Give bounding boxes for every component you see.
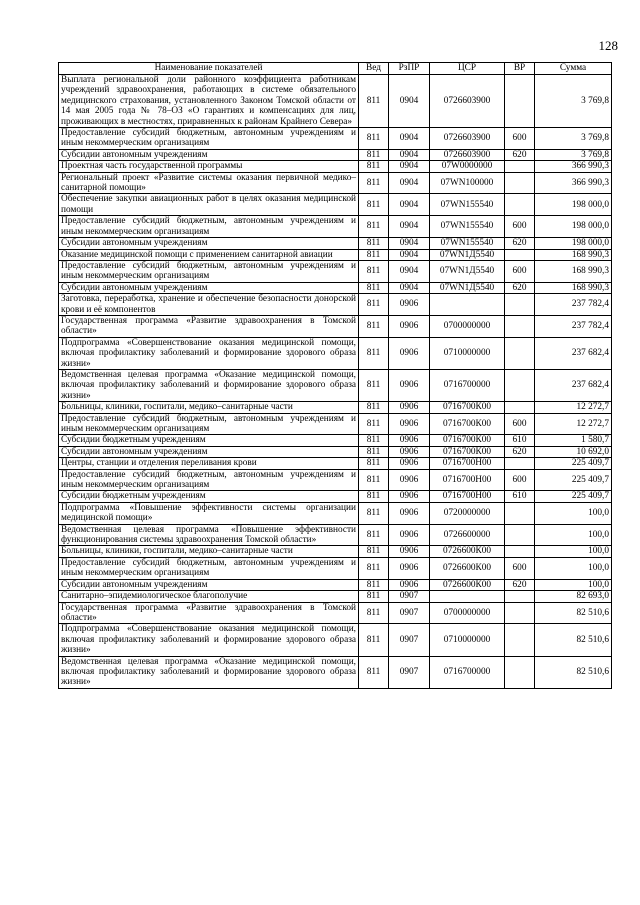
table-row	[59, 238, 612, 249]
cell-csr: 0700000000	[430, 602, 505, 624]
cell-vr: 600	[505, 260, 535, 282]
cell-sum: 237 682,4	[535, 369, 612, 401]
cell-sum: 82 693,0	[535, 591, 612, 602]
cell-rzpr: 0904	[389, 75, 430, 128]
cell-rzpr: 0906	[389, 579, 430, 590]
cell-sum: 82 510,6	[535, 602, 612, 624]
header-csr: ЦСР	[430, 63, 505, 75]
cell-csr: 0716700Н00	[430, 458, 505, 469]
table-row	[59, 337, 612, 369]
table-row	[59, 469, 612, 491]
cell-sum: 237 682,4	[535, 337, 612, 369]
cell-vr	[505, 337, 535, 369]
cell-ved: 811	[359, 524, 389, 546]
cell-rzpr: 0907	[389, 591, 430, 602]
cell-vr	[505, 602, 535, 624]
cell-vr: 620	[505, 446, 535, 457]
cell-csr: 0726600К00	[430, 546, 505, 557]
cell-name: Региональный проект «Развитие системы оказания первичной медико–санитарной помощи»	[59, 172, 359, 194]
cell-sum: 237 782,4	[535, 294, 612, 316]
cell-name: Оказание медицинской помощи с применением санитарной авиации	[59, 249, 359, 260]
cell-name: Ведомственная целевая программа «Оказание медицинской помощи, включая профилактику заболеваний и формирование здорового образа жизни»	[59, 656, 359, 688]
table-row	[59, 502, 612, 524]
cell-rzpr: 0906	[389, 469, 430, 491]
table-row	[59, 75, 612, 128]
cell-csr: 07WN155540	[430, 194, 505, 216]
cell-rzpr: 0906	[389, 315, 430, 337]
cell-name: Субсидии автономным учреждениям	[59, 149, 359, 160]
cell-sum: 225 409,7	[535, 458, 612, 469]
cell-csr: 07WN1Д5540	[430, 260, 505, 282]
cell-vr: 600	[505, 557, 535, 579]
cell-csr: 0726600К00	[430, 579, 505, 590]
cell-rzpr: 0906	[389, 546, 430, 557]
cell-vr	[505, 591, 535, 602]
page-number: 128	[598, 38, 618, 53]
cell-csr: 0700000000	[430, 315, 505, 337]
cell-name: Субсидии автономным учреждениям	[59, 238, 359, 249]
cell-ved: 811	[359, 149, 389, 160]
cell-rzpr: 0906	[389, 491, 430, 502]
cell-csr: 0716700К00	[430, 446, 505, 457]
cell-rzpr: 0906	[389, 402, 430, 413]
cell-sum: 3 769,8	[535, 128, 612, 150]
cell-rzpr: 0904	[389, 282, 430, 293]
cell-ved: 811	[359, 216, 389, 238]
cell-csr: 0716700000	[430, 369, 505, 401]
cell-csr: 0716700Н00	[430, 491, 505, 502]
cell-name: Ведомственная целевая программа «Оказание медицинской помощи, включая профилактику заболеваний и формирование здорового образа жизни»	[59, 369, 359, 401]
table-row	[59, 524, 612, 546]
cell-name: Заготовка, переработка, хранение и обеспечение безопасности донорской крови и её компонентов	[59, 294, 359, 316]
cell-csr: 07WN155540	[430, 216, 505, 238]
cell-rzpr: 0906	[389, 446, 430, 457]
cell-rzpr: 0904	[389, 194, 430, 216]
table-body	[59, 75, 612, 689]
cell-name: Подпрограмма «Повышение эффективности системы организации медицинской помощи»	[59, 502, 359, 524]
cell-name: Государственная программа «Развитие здравоохранения в Томской области»	[59, 602, 359, 624]
cell-ved: 811	[359, 469, 389, 491]
cell-rzpr: 0906	[389, 369, 430, 401]
cell-csr	[430, 591, 505, 602]
cell-vr	[505, 369, 535, 401]
cell-rzpr: 0904	[389, 161, 430, 172]
cell-ved: 811	[359, 238, 389, 249]
cell-name: Подпрограмма «Совершенствование оказания медицинской помощи, включая профилактику заболеваний и формирование здорового образа жизни»	[59, 624, 359, 656]
cell-ved: 811	[359, 413, 389, 435]
cell-name: Субсидии автономным учреждениям	[59, 579, 359, 590]
table-row	[59, 413, 612, 435]
table-row	[59, 602, 612, 624]
cell-sum: 168 990,3	[535, 260, 612, 282]
cell-sum: 10 692,0	[535, 446, 612, 457]
header-ved: Вед	[359, 63, 389, 75]
cell-ved: 811	[359, 402, 389, 413]
table-row	[59, 249, 612, 260]
table-row	[59, 161, 612, 172]
cell-ved: 811	[359, 249, 389, 260]
table-row	[59, 149, 612, 160]
cell-sum: 198 000,0	[535, 216, 612, 238]
cell-sum: 100,0	[535, 546, 612, 557]
cell-ved: 811	[359, 294, 389, 316]
cell-ved: 811	[359, 369, 389, 401]
table-row	[59, 557, 612, 579]
cell-sum: 1 580,7	[535, 435, 612, 446]
cell-csr: 0726603900	[430, 128, 505, 150]
cell-sum: 82 510,6	[535, 656, 612, 688]
cell-sum: 100,0	[535, 524, 612, 546]
cell-csr: 0720000000	[430, 502, 505, 524]
cell-csr: 0726600000	[430, 524, 505, 546]
cell-rzpr: 0904	[389, 238, 430, 249]
cell-rzpr: 0906	[389, 502, 430, 524]
cell-vr: 620	[505, 149, 535, 160]
cell-vr: 600	[505, 469, 535, 491]
cell-ved: 811	[359, 435, 389, 446]
cell-csr: 0716700000	[430, 656, 505, 688]
table-row	[59, 435, 612, 446]
cell-rzpr: 0906	[389, 524, 430, 546]
table-row	[59, 446, 612, 457]
table-row	[59, 260, 612, 282]
cell-sum: 12 272,7	[535, 413, 612, 435]
cell-ved: 811	[359, 591, 389, 602]
cell-name: Подпрограмма «Совершенствование оказания медицинской помощи, включая профилактику заболеваний и формирование здорового образа жизни»	[59, 337, 359, 369]
cell-vr: 610	[505, 435, 535, 446]
cell-sum: 237 782,4	[535, 315, 612, 337]
cell-csr: 0716700Н00	[430, 469, 505, 491]
cell-ved: 811	[359, 546, 389, 557]
cell-sum: 225 409,7	[535, 491, 612, 502]
cell-name: Больницы, клиники, госпитали, медико–санитарные части	[59, 402, 359, 413]
cell-name: Предоставление субсидий бюджетным, автономным учреждениям и иным некоммерческим организациям	[59, 260, 359, 282]
table-row	[59, 172, 612, 194]
cell-csr: 07W0000000	[430, 161, 505, 172]
cell-vr	[505, 194, 535, 216]
cell-name: Субсидии автономным учреждениям	[59, 446, 359, 457]
cell-name: Ведомственная целевая программа «Повышение эффективности функционирования системы здравоохранения Томской области»	[59, 524, 359, 546]
cell-sum: 100,0	[535, 557, 612, 579]
cell-vr: 600	[505, 216, 535, 238]
cell-ved: 811	[359, 194, 389, 216]
table-row	[59, 315, 612, 337]
cell-vr	[505, 294, 535, 316]
budget-table	[58, 62, 612, 689]
cell-name: Предоставление субсидий бюджетным, автономным учреждениям и иным некоммерческим организациям	[59, 413, 359, 435]
cell-rzpr: 0904	[389, 260, 430, 282]
cell-name: Больницы, клиники, госпитали, медико–санитарные части	[59, 546, 359, 557]
cell-name: Предоставление субсидий бюджетным, автономным учреждениям и иным некоммерческим организациям	[59, 128, 359, 150]
cell-ved: 811	[359, 446, 389, 457]
cell-ved: 811	[359, 75, 389, 128]
cell-csr: 0710000000	[430, 337, 505, 369]
cell-ved: 811	[359, 161, 389, 172]
cell-sum: 168 990,3	[535, 282, 612, 293]
cell-name: Субсидии бюджетным учреждениям	[59, 435, 359, 446]
cell-ved: 811	[359, 502, 389, 524]
cell-ved: 811	[359, 579, 389, 590]
table-row	[59, 369, 612, 401]
cell-ved: 811	[359, 282, 389, 293]
table-row	[59, 624, 612, 656]
cell-name: Центры, станции и отделения переливания крови	[59, 458, 359, 469]
cell-csr: 0726600К00	[430, 557, 505, 579]
table-row	[59, 591, 612, 602]
table-header-row	[59, 63, 612, 75]
cell-rzpr: 0904	[389, 216, 430, 238]
table-row	[59, 579, 612, 590]
cell-csr: 0716700К00	[430, 402, 505, 413]
cell-vr	[505, 624, 535, 656]
cell-sum: 82 510,6	[535, 624, 612, 656]
cell-name: Предоставление субсидий бюджетным, автономным учреждениям и иным некоммерческим организациям	[59, 469, 359, 491]
cell-sum: 3 769,8	[535, 75, 612, 128]
cell-vr: 620	[505, 238, 535, 249]
cell-vr	[505, 75, 535, 128]
cell-csr: 0726603900	[430, 149, 505, 160]
cell-rzpr: 0906	[389, 557, 430, 579]
cell-rzpr: 0906	[389, 413, 430, 435]
cell-ved: 811	[359, 172, 389, 194]
cell-csr	[430, 294, 505, 316]
cell-name: Предоставление субсидий бюджетным, автономным учреждениям и иным некоммерческим организациям	[59, 216, 359, 238]
cell-vr	[505, 656, 535, 688]
cell-rzpr: 0906	[389, 458, 430, 469]
cell-name: Предоставление субсидий бюджетным, автономным учреждениям и иным некоммерческим организациям	[59, 557, 359, 579]
cell-csr: 07WN155540	[430, 238, 505, 249]
cell-name: Санитарно–эпидемиологическое благополучие	[59, 591, 359, 602]
cell-ved: 811	[359, 458, 389, 469]
cell-name: Субсидии бюджетным учреждениям	[59, 491, 359, 502]
cell-csr: 07WN100000	[430, 172, 505, 194]
cell-sum: 100,0	[535, 502, 612, 524]
cell-rzpr: 0904	[389, 128, 430, 150]
cell-ved: 811	[359, 315, 389, 337]
cell-sum: 168 990,3	[535, 249, 612, 260]
cell-name: Выплата региональной доли районного коэффициента работникам учреждений здравоохранения, работающих в системе обязательного медицинского страхования, установленного Законом Томской области от 14 мая 2005 года № 78–ОЗ «О гарантиях и компенсациях для лиц, проживающих в местностях, приравненных к районам Крайнего Севера»	[59, 75, 359, 128]
cell-rzpr: 0907	[389, 656, 430, 688]
cell-rzpr: 0904	[389, 149, 430, 160]
header-sum: Сумма	[535, 63, 612, 75]
cell-sum: 366 990,3	[535, 161, 612, 172]
cell-vr: 620	[505, 282, 535, 293]
cell-rzpr: 0904	[389, 249, 430, 260]
header-name: Наименование показателей	[59, 63, 359, 75]
cell-ved: 811	[359, 624, 389, 656]
cell-csr: 0726603900	[430, 75, 505, 128]
cell-ved: 811	[359, 128, 389, 150]
cell-sum: 198 000,0	[535, 238, 612, 249]
cell-sum: 3 769,8	[535, 149, 612, 160]
cell-name: Субсидии автономным учреждениям	[59, 282, 359, 293]
cell-name: Государственная программа «Развитие здравоохранения в Томской области»	[59, 315, 359, 337]
cell-rzpr: 0907	[389, 624, 430, 656]
table-row	[59, 216, 612, 238]
cell-rzpr: 0906	[389, 435, 430, 446]
cell-vr: 600	[505, 128, 535, 150]
cell-ved: 811	[359, 656, 389, 688]
cell-rzpr: 0906	[389, 294, 430, 316]
cell-vr	[505, 502, 535, 524]
cell-ved: 811	[359, 337, 389, 369]
cell-ved: 811	[359, 260, 389, 282]
cell-name: Обеспечение закупки авиационных работ в целях оказания медицинской помощи	[59, 194, 359, 216]
cell-sum: 225 409,7	[535, 469, 612, 491]
cell-vr: 600	[505, 413, 535, 435]
cell-csr: 0716700К00	[430, 413, 505, 435]
cell-vr: 610	[505, 491, 535, 502]
table-row	[59, 546, 612, 557]
table-row	[59, 402, 612, 413]
cell-vr	[505, 172, 535, 194]
cell-rzpr: 0907	[389, 602, 430, 624]
table-row	[59, 656, 612, 688]
cell-vr	[505, 458, 535, 469]
cell-sum: 366 990,3	[535, 172, 612, 194]
header-vr: ВР	[505, 63, 535, 75]
cell-vr	[505, 315, 535, 337]
cell-sum: 100,0	[535, 579, 612, 590]
header-rzpr: РзПР	[389, 63, 430, 75]
cell-csr: 07WN1Д5540	[430, 282, 505, 293]
cell-vr	[505, 402, 535, 413]
cell-vr	[505, 524, 535, 546]
table-row	[59, 194, 612, 216]
cell-vr	[505, 249, 535, 260]
cell-vr	[505, 161, 535, 172]
cell-ved: 811	[359, 491, 389, 502]
cell-ved: 811	[359, 602, 389, 624]
table-row	[59, 128, 612, 150]
cell-rzpr: 0904	[389, 172, 430, 194]
cell-csr: 0710000000	[430, 624, 505, 656]
cell-sum: 198 000,0	[535, 194, 612, 216]
cell-sum: 12 272,7	[535, 402, 612, 413]
cell-vr: 620	[505, 579, 535, 590]
cell-csr: 07WN1Д5540	[430, 249, 505, 260]
cell-ved: 811	[359, 557, 389, 579]
cell-csr: 0716700К00	[430, 435, 505, 446]
table-row	[59, 282, 612, 293]
cell-rzpr: 0906	[389, 337, 430, 369]
cell-vr	[505, 546, 535, 557]
table-row	[59, 458, 612, 469]
table-row	[59, 491, 612, 502]
cell-name: Проектная часть государственной программы	[59, 161, 359, 172]
table-row	[59, 294, 612, 316]
